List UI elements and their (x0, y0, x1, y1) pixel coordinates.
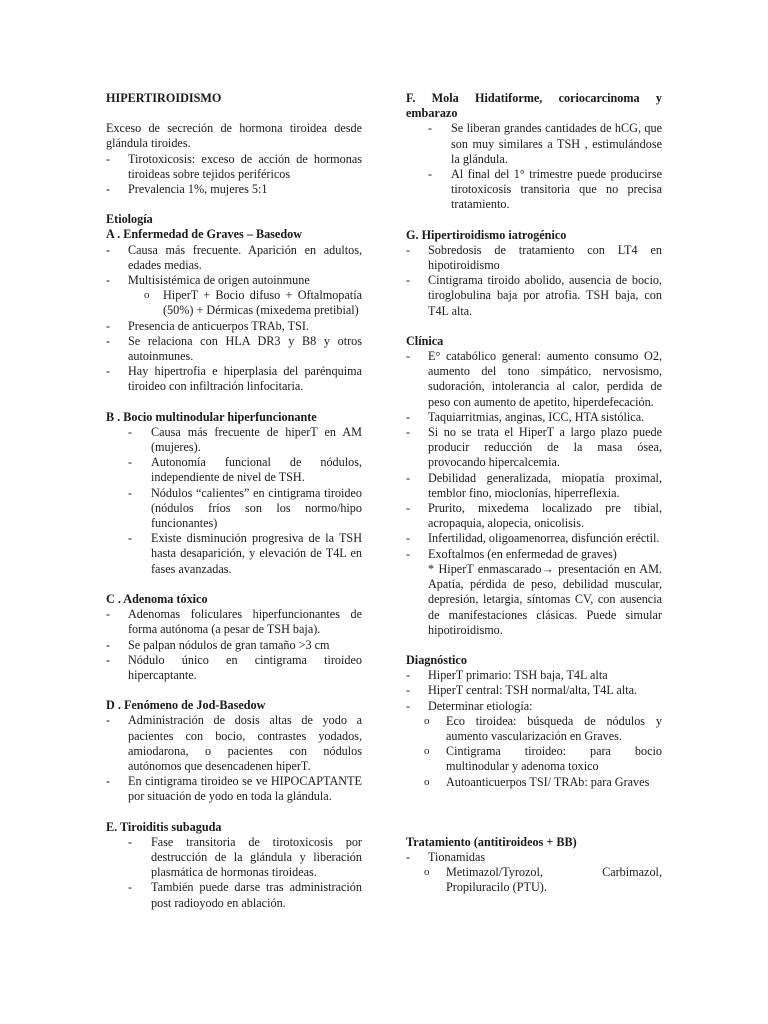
diagnostico-sublist (406, 714, 662, 790)
clinica-note: * HiperT enmascarado→ presentación en AM. Apatía, pérdida de peso, debilidad muscular, depresión, letargia, síntomas CV, con ausencia de manifestaciones clásicas. Puede simular hipotiroidismo. (428, 561, 662, 637)
list-item: - Causa más frecuente de hiperT en AM (mujeres). (106, 425, 362, 455)
section-c-list (106, 607, 362, 683)
list-item: - Infertilidad, oligoamenorrea, disfunción eréctil. (406, 531, 662, 546)
list-item: - También puede darse tras administración post radioyodo en ablación. (106, 880, 362, 910)
list-item: - Nódulos “calientes” en cintigrama tiroideo (nódulos fríos son los normo/hipo funcionantes) (106, 486, 362, 532)
intro-list (106, 152, 362, 198)
list-item: - Tionamidas (406, 850, 662, 865)
section-a-heading: A . Enfermedad de Graves – Basedow (106, 227, 303, 242)
section-g-heading: G. Hipertiroidismo iatrogénico (406, 227, 567, 242)
list-item: - Fase transitoria de tirotoxicosis por destrucción de la glándula y liberación plasmática de hormonas tiroideas. (106, 835, 362, 881)
section-c-heading: C . Adenoma tóxico (106, 591, 208, 606)
list-item: - Presencia de anticuerpos TRAb, TSI. (106, 319, 362, 334)
diagnostico-heading: Diagnóstico (406, 652, 467, 667)
list-item: - Al final del 1° trimestre puede producirse tirotoxicosis transitoria que no precisa tratamiento. (406, 167, 662, 213)
list-item: - HiperT primario: TSH baja, T4L alta (406, 668, 662, 683)
section-a-sublist (106, 288, 362, 318)
list-item: o Eco tiroidea: búsqueda de nódulos y aumento vascularización en Graves. (406, 714, 662, 744)
clinica-list (406, 349, 662, 562)
list-item: o Cintigrama tiroideo: para bocio multinodular y adenoma toxico (406, 744, 662, 774)
list-item: - Se liberan grandes cantidades de hCG, que son muy similares a TSH , estimulándose la glándula. (406, 121, 662, 167)
section-f-heading: F. Mola Hidatiforme, coriocarcinoma y embarazo (406, 91, 662, 121)
section-e-heading: E. Tiroiditis subaguda (106, 819, 222, 834)
tratamiento-list (406, 850, 662, 865)
list-item: - Prurito, mixedema localizado pre tibial, acropaquia, alopecia, onicolisis. (406, 501, 662, 531)
right-column (406, 91, 662, 896)
diagnostico-list (406, 668, 662, 714)
list-item: - Cintigrama tiroido abolido, ausencia de bocio, tiroglobulina baja por atrofia. TSH baja, con T4L alta. (406, 273, 662, 319)
section-f-list (406, 121, 662, 212)
list-item: - En cintigrama tiroideo se ve HIPOCAPTANTE por situación de yodo en toda la glándula. (106, 774, 362, 804)
clinica-heading: Clínica (406, 333, 444, 348)
list-item: - Tirotoxicosis: exceso de acción de hormonas tiroideas sobre tejidos periféricos (106, 152, 362, 182)
list-item: - Se relaciona con HLA DR3 y B8 y otros autoinmunes. (106, 334, 362, 364)
list-item: - Se palpan nódulos de gran tamaño >3 cm (106, 638, 362, 653)
list-item: - Autonomía funcional de nódulos, independiente de nivel de TSH. (106, 455, 362, 485)
document-title: HIPERTIROIDISMO (106, 91, 222, 105)
list-item: o Autoanticuerpos TSI/ TRAb: para Graves (406, 775, 662, 790)
tratamiento-sublist (406, 865, 662, 895)
list-item: - Determinar etiología: (406, 699, 662, 714)
list-item: - Si no se trata el HiperT a largo plazo puede producir reducción de la masa ósea, provocando hipercalcemia. (406, 425, 662, 471)
list-item: - Multisistémica de origen autoinmune o HiperT + Bocio difuso + Oftalmopatía (50%) + Dérmicas (mixedema pretibial) (106, 273, 362, 319)
list-item: - Administración de dosis altas de yodo a pacientes con bocio, contrastes yodados, amiodarona, o pacientes con nódulos autónomos que desencadenen hiperT. (106, 713, 362, 774)
list-item: - Nódulo único en cintigrama tiroideo hipercaptante. (106, 653, 362, 683)
list-item: - Causa más frecuente. Aparición en adultos, edades medias. (106, 243, 362, 273)
section-b-heading: B . Bocio multinodular hiperfuncionante (106, 409, 317, 424)
section-e-list (106, 835, 362, 911)
list-item: o HiperT + Bocio difuso + Oftalmopatía (50%) + Dérmicas (mixedema pretibial) (106, 288, 362, 318)
list-item: - Hay hipertrofia e hiperplasia del parénquima tiroideo con infiltración linfocitaria. (106, 364, 362, 394)
list-item: - Debilidad generalizada, miopatía proximal, temblor fino, mioclonías, hiperreflexia. (406, 471, 662, 501)
list-item: - Adenomas foliculares hiperfuncionantes de forma autónoma (a pesar de TSH baja). (106, 607, 362, 637)
list-item: - HiperT central: TSH normal/alta, T4L alta. (406, 683, 662, 698)
tratamiento-heading: Tratamiento (antitiroideos + BB) (406, 834, 577, 849)
section-a-list (106, 243, 362, 395)
list-item: - Exoftalmos (en enfermedad de graves) (406, 547, 662, 562)
left-column (106, 91, 362, 911)
section-b-list (106, 425, 362, 577)
list-item: - E° catabólico general: aumento consumo O2, aumento del tono simpático, nervosismo, sudoración, intolerancia al calor, perdida de peso con aumento de apetito, hiperdefecación. (406, 349, 662, 410)
list-item: - Existe disminución progresiva de la TSH hasta desaparición, y elevación de T4L en fases avanzadas. (106, 531, 362, 577)
list-item: o Metimazol/Tyrozol, Carbimazol, Propiluracilo (PTU). (406, 865, 662, 895)
list-item: - Prevalencia 1%, mujeres 5:1 (106, 182, 362, 197)
intro-paragraph: Exceso de secreción de hormona tiroidea desde glándula tiroides. (106, 121, 362, 151)
list-item: - Taquiarritmias, anginas, ICC, HTA sistólica. (406, 410, 662, 425)
section-g-list (406, 243, 662, 319)
list-item: - Sobredosis de tratamiento con LT4 en hipotiroidismo (406, 243, 662, 273)
etiologia-heading: Etiología (106, 212, 153, 227)
section-d-heading: D . Fenómeno de Jod-Basedow (106, 698, 266, 713)
section-d-list (106, 713, 362, 804)
